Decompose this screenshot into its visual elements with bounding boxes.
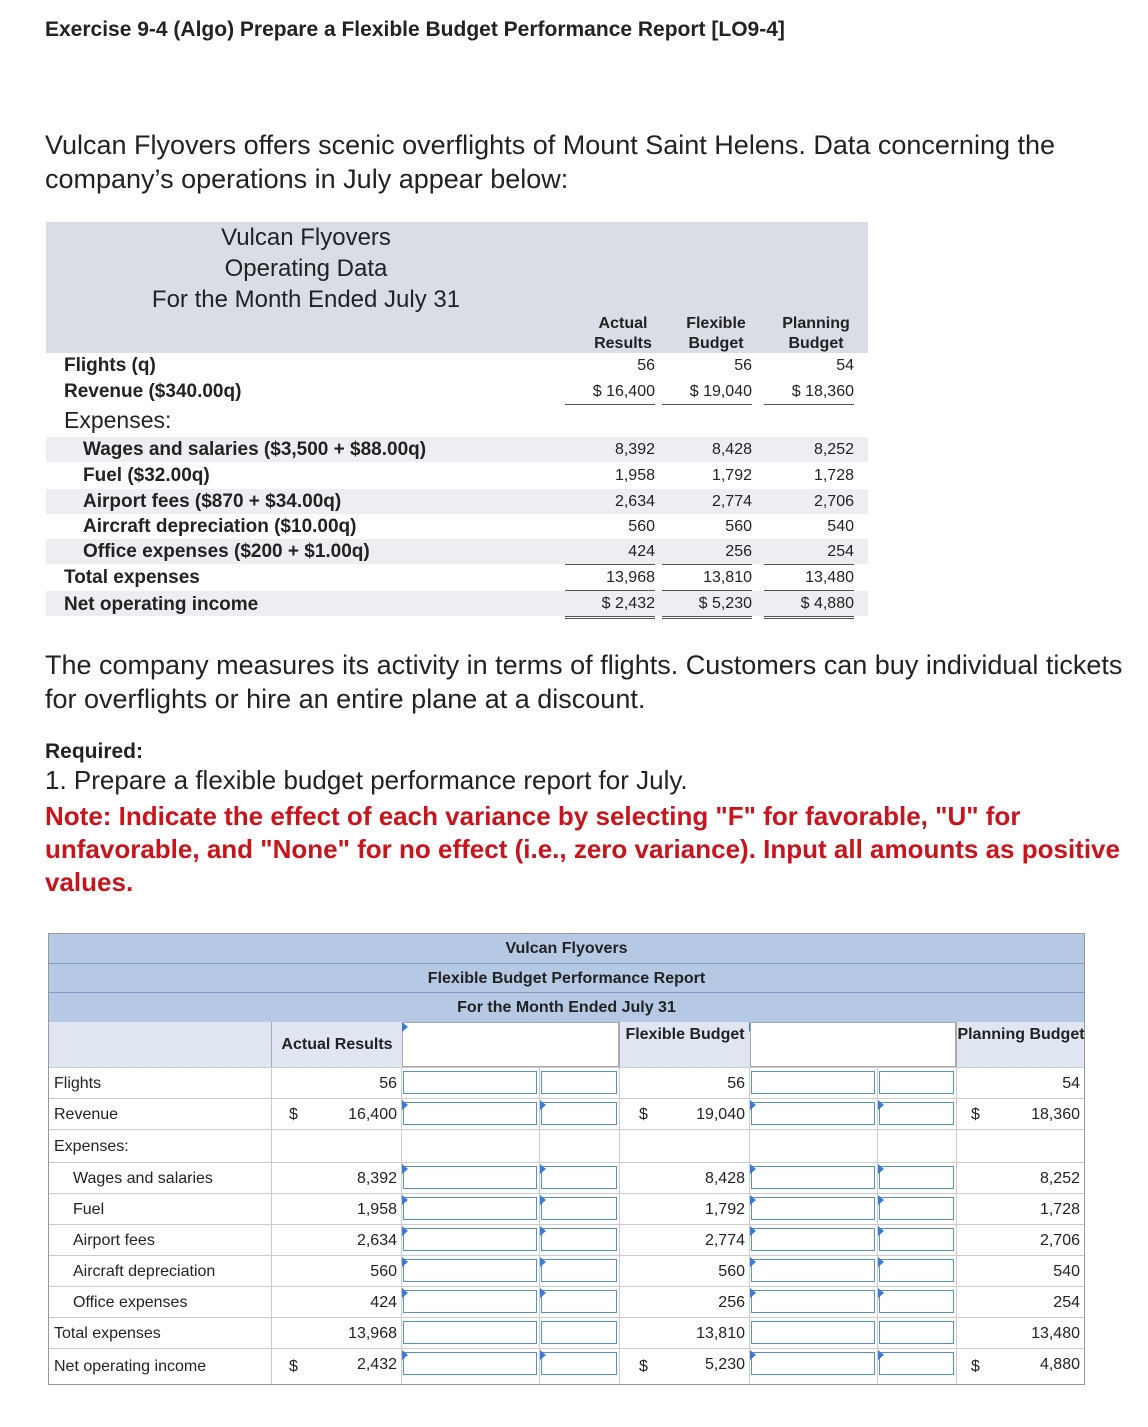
report-column-header [49,1022,1084,1067]
variance-amount-input[interactable] [751,1321,875,1344]
planning-value: 1,728 [1039,1201,1080,1218]
report-row-label: Office expenses [73,1294,188,1311]
dropdown-marker-icon [750,1288,756,1298]
intro-text: Vulcan Flyovers offers scenic overflights of Mount Saint Helens. Data concerning the company’s operations in July appear below: [45,130,1056,194]
dropdown-marker-icon [878,1257,884,1267]
dropdown-marker-icon [540,1288,546,1298]
page-title: Exercise 9-4 (Algo) Prepare a Flexible Budget Performance Report [LO9-4] [45,18,785,41]
variance-effect-select[interactable] [541,1259,617,1282]
op-flexible-value: $ 5,230 [662,591,752,619]
op-actual-value: 8,392 [614,441,655,458]
planning-value: 18,360 [1031,1106,1080,1123]
op-row-flights [46,353,868,378]
dollar-sign: $ [971,1106,980,1123]
variance-amount-input[interactable] [751,1352,875,1375]
variance-effect-select[interactable] [541,1102,617,1125]
flexible-value: 2,774 [704,1232,745,1249]
variance-effect-select[interactable] [879,1352,954,1375]
flexible-value: 1,792 [704,1201,745,1218]
op-col-flexible: Flexible Budget [686,315,746,352]
op-col-planning: Planning Budget [782,315,850,352]
report-row-revenue [49,1098,1084,1130]
dropdown-marker-icon [878,1195,884,1205]
variance-effect-select[interactable] [541,1352,617,1375]
variance-effect-select[interactable] [879,1290,954,1313]
dollar-sign: $ [639,1106,648,1123]
required-item-1: 1. Prepare a flexible budget performance report for July. [45,765,688,795]
variance-amount-input[interactable] [403,1102,537,1125]
variance-amount-input[interactable] [403,1228,537,1251]
op-row-label: Total expenses [64,567,200,588]
variance-effect-select[interactable] [541,1290,617,1313]
dropdown-marker-icon [750,1100,756,1110]
op-actual-value: $ 2,432 [565,591,655,619]
variance-effect-select[interactable] [541,1228,617,1251]
planning-value: 540 [1053,1263,1080,1280]
report-row-label: Revenue [54,1106,119,1123]
flexible-value: 256 [718,1294,745,1311]
dropdown-marker-icon [540,1226,546,1236]
variance-amount-input[interactable] [403,1071,537,1094]
report-row-label: Wages and salaries [73,1170,213,1187]
operating-data-header [46,222,868,353]
description-text: The company measures its activity in terms of flights. Customers can buy individual tickets for overflights or hire an entire plane at a discount. [45,650,1123,714]
op-row-wages [46,437,868,462]
planning-value: 2,706 [1039,1232,1080,1249]
op-planning-value: 1,728 [813,467,854,484]
op-row-label: Wages and salaries ($3,500 + $88.00q) [83,439,427,460]
op-flexible-value: 8,428 [711,441,752,458]
variance-amount-input[interactable] [751,1259,875,1282]
op-actual-value: 560 [628,518,655,535]
variance-effect-select[interactable] [879,1228,954,1251]
actual-value: 13,968 [348,1325,397,1342]
flexible-value: 8,428 [704,1170,745,1187]
report-row-label: Fuel [73,1201,105,1218]
dollar-sign: $ [971,1358,980,1375]
variance-header-2-input[interactable] [750,1022,956,1067]
dropdown-marker-icon [750,1164,756,1174]
dropdown-marker-icon [402,1257,408,1267]
variance-effect-select[interactable] [541,1071,617,1094]
report-title: Flexible Budget Performance Report [49,963,1084,993]
performance-report-table [48,933,1085,1385]
op-actual-value: $ 16,400 [565,379,655,405]
flexible-value: 560 [718,1263,745,1280]
op-period: For the Month Ended July 31 [151,286,461,313]
flexible-value: 19,040 [696,1106,745,1123]
actual-value: 56 [379,1075,397,1092]
variance-amount-input[interactable] [403,1166,537,1189]
report-row-expenses [49,1129,1084,1163]
report-row-depreciation [49,1255,1084,1287]
dropdown-marker-icon [402,1164,408,1174]
variance-amount-input[interactable] [751,1228,875,1251]
variance-effect-select[interactable] [541,1197,617,1220]
op-row-net-income [46,591,868,616]
planning-value: 4,880 [1039,1356,1080,1373]
variance-amount-input[interactable] [751,1102,875,1125]
variance-effect-select[interactable] [879,1102,954,1125]
flexible-value: 13,810 [696,1325,745,1342]
dropdown-marker-icon [750,1195,756,1205]
op-col-actual: Actual Results [594,315,652,352]
dollar-sign: $ [289,1106,298,1123]
dropdown-marker-icon [540,1100,546,1110]
actual-value: 560 [370,1263,397,1280]
flexible-value: 5,230 [704,1356,745,1373]
actual-value: 16,400 [348,1106,397,1123]
op-actual-value: 13,968 [565,565,655,591]
dollar-sign: $ [639,1358,648,1375]
report-row-office [49,1286,1084,1318]
op-row-label: Airport fees ($870 + $34.00q) [83,491,342,512]
op-flexible-value: 56 [734,357,752,374]
planning-value: 8,252 [1039,1170,1080,1187]
col-actual-header [271,1022,402,1067]
planning-value: 13,480 [1031,1325,1080,1342]
op-row-label: Office expenses ($200 + $1.00q) [83,541,370,562]
dropdown-marker-icon [878,1226,884,1236]
variance-amount-input[interactable] [403,1197,537,1220]
op-planning-value: 8,252 [813,441,854,458]
op-planning-value: $ 18,360 [764,379,854,405]
instruction-note: Note: Indicate the effect of each variance by selecting "F" for favorable, "U" for unfavorable, and "None" for no effect (i.e., zero variance). Input all amounts as positive values. [45,801,1120,897]
report-row-fuel [49,1193,1084,1225]
dropdown-marker-icon [878,1164,884,1174]
actual-value: 8,392 [356,1170,397,1187]
op-planning-value: 2,706 [813,493,854,510]
dropdown-marker-icon [402,1288,408,1298]
dropdown-marker-icon [402,1195,408,1205]
variance-effect-select[interactable] [879,1166,954,1189]
dropdown-marker-icon [750,1350,756,1360]
variance-amount-input[interactable] [403,1259,537,1282]
op-row-depreciation [46,514,868,539]
col-planning-header [956,1022,1085,1067]
dropdown-marker-icon [402,1022,408,1032]
op-flexible-value: 1,792 [711,467,752,484]
op-row-revenue [46,379,868,404]
op-flexible-value: 256 [662,539,752,565]
col-flexible-label: Flexible Budget [625,1026,745,1043]
dropdown-marker-icon [750,1226,756,1236]
op-flexible-value: 560 [725,518,752,535]
op-row-office [46,539,868,564]
op-planning-value: $ 4,880 [764,591,854,619]
op-planning-value: 54 [836,357,854,374]
op-row-label: Net operating income [64,594,259,615]
dropdown-marker-icon [878,1350,884,1360]
op-row-fuel [46,463,868,488]
op-company: Vulcan Flyovers [221,224,391,251]
op-planning-value: 13,480 [764,565,854,591]
op-row-label: Revenue ($340.00q) [64,381,242,402]
report-row-label: Total expenses [54,1325,161,1342]
op-flexible-value: 2,774 [711,493,752,510]
report-row-wages [49,1162,1084,1194]
dropdown-marker-icon [540,1257,546,1267]
planning-value: 254 [1053,1294,1080,1311]
op-row-airport-fees [46,489,868,514]
operating-data-table [46,222,868,622]
dollar-sign: $ [289,1358,298,1375]
variance-header-1-input[interactable] [402,1022,619,1067]
variance-effect-select[interactable] [879,1259,954,1282]
actual-value: 2,634 [356,1232,397,1249]
op-flexible-value: $ 19,040 [662,379,752,405]
report-company: Vulcan Flyovers [49,934,1084,963]
op-row-total-expenses [46,565,868,590]
variance-amount-input[interactable] [751,1197,875,1220]
dropdown-marker-icon [540,1164,546,1174]
op-planning-value: 540 [827,518,854,535]
op-subtitle: Operating Data [224,255,388,282]
dropdown-marker-icon [540,1350,546,1360]
op-row-label: Aircraft depreciation ($10.00q) [83,516,357,537]
report-row-flights [49,1067,1084,1099]
required-label: Required: [45,740,144,763]
op-actual-value: 56 [637,357,655,374]
report-row-label: Airport fees [73,1232,155,1249]
report-row-airport-fees [49,1224,1084,1256]
dropdown-marker-icon [750,1257,756,1267]
variance-amount-input[interactable] [751,1071,875,1094]
op-actual-value: 424 [565,539,655,565]
variance-amount-input[interactable] [403,1352,537,1375]
variance-effect-select[interactable] [541,1321,617,1344]
dropdown-marker-icon [878,1100,884,1110]
op-row-expenses [46,408,868,433]
report-row-label: Expenses: [54,1138,129,1155]
dropdown-marker-icon [402,1350,408,1360]
variance-amount-input[interactable] [403,1290,537,1313]
variance-effect-select[interactable] [879,1071,954,1094]
dropdown-marker-icon [540,1195,546,1205]
variance-effect-select[interactable] [879,1197,954,1220]
op-row-label: Flights (q) [64,355,156,376]
report-row-label: Aircraft depreciation [73,1263,216,1280]
planning-value: 54 [1062,1075,1080,1092]
actual-value: 2,432 [356,1356,397,1373]
actual-value: 424 [370,1294,397,1311]
report-period: For the Month Ended July 31 [49,992,1084,1023]
variance-amount-input[interactable] [751,1166,875,1189]
col-planning-label: Planning Budget [957,1026,1085,1043]
variance-effect-select[interactable] [541,1166,617,1189]
report-row-net-income [49,1348,1084,1384]
dropdown-marker-icon [402,1100,408,1110]
flexible-value: 56 [727,1075,745,1092]
variance-amount-input[interactable] [751,1290,875,1313]
op-row-label: Expenses: [64,407,172,433]
report-row-label: Net operating income [54,1358,207,1375]
op-actual-value: 2,634 [614,493,655,510]
variance-amount-input[interactable] [403,1321,537,1344]
op-planning-value: 254 [764,539,854,565]
actual-value: 1,958 [356,1201,397,1218]
col-actual-label: Actual Results [281,1036,393,1053]
op-flexible-value: 13,810 [662,565,752,591]
report-row-total-expenses [49,1317,1084,1349]
report-row-label: Flights [54,1075,102,1092]
op-actual-value: 1,958 [614,467,655,484]
op-row-label: Fuel ($32.00q) [83,465,210,486]
col-flexible-header [619,1022,750,1067]
variance-effect-select[interactable] [879,1321,954,1344]
dropdown-marker-icon [402,1226,408,1236]
dropdown-marker-icon [878,1288,884,1298]
